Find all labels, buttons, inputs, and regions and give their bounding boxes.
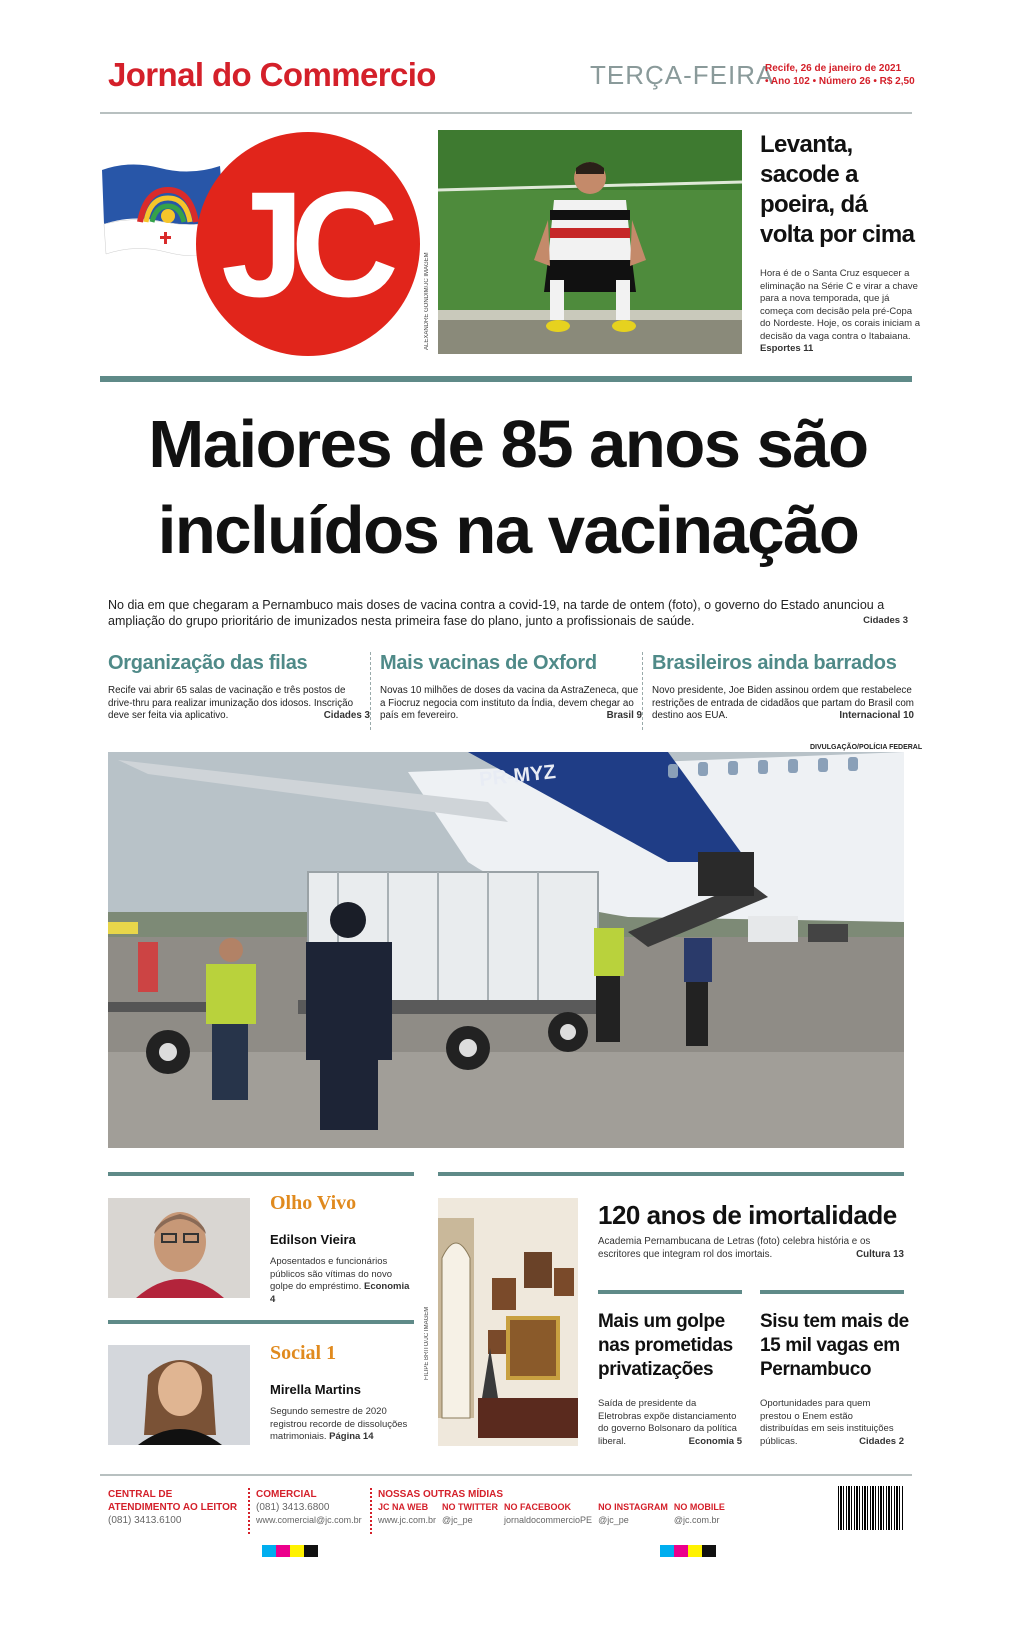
airport-vaccine-photo	[108, 752, 904, 1148]
section-bar	[438, 1172, 904, 1176]
sub-story-text: Recife vai abrir 65 salas de vacinação e três postos de drive-thru para realizar imunização dos idosos. Inscrição deve ser feita via aplicativo.	[108, 685, 354, 721]
column-teaser	[270, 1406, 410, 1444]
top-teaser-body	[760, 268, 920, 356]
top-teaser-section: Esportes 11	[760, 343, 814, 354]
black-mark	[702, 1545, 716, 1557]
column-divider	[642, 652, 643, 730]
cyan-mark	[660, 1545, 674, 1557]
comercial-email[interactable]: www.comercial@jc.com.br	[256, 1515, 362, 1525]
midias-title: NOSSAS OUTRAS MÍDIAS	[378, 1489, 504, 1500]
culture-section: Cultura 13	[856, 1248, 904, 1260]
story-text: Oportunidades para quem prestou o Enem estão distribuídas em seis instituições públicas.	[760, 1398, 894, 1447]
column-section: Economia 4	[270, 1281, 410, 1305]
story-text: Saída de presidente da Eletrobras expõe distanciamento do governo Bolsonaro da política liberal.	[598, 1398, 737, 1447]
story-body	[760, 1398, 904, 1448]
footer-divider	[100, 1474, 912, 1476]
column-title-olho-vivo: Olho Vivo	[270, 1192, 357, 1214]
main-headline-line1: Maiores de 85 anos são	[148, 407, 868, 482]
main-top-bar	[100, 376, 912, 382]
columnist-name: Edilson Vieira	[270, 1232, 356, 1247]
footer-separator	[248, 1488, 250, 1534]
jc-logo-text: JC	[221, 159, 385, 328]
footer	[108, 1482, 904, 1542]
midia-value: www.jc.com.br	[378, 1515, 437, 1525]
sub-story-barrados	[652, 652, 914, 723]
midia-value: jornaldocommercioPE	[504, 1515, 593, 1525]
comercial-phone: (081) 3413.6800	[256, 1502, 330, 1513]
yellow-mark	[688, 1545, 702, 1557]
main-headline-line2: incluídos na vacinação	[157, 493, 859, 568]
columnist-name: Mirella Martins	[270, 1382, 362, 1397]
column-section: Página 14	[329, 1431, 374, 1442]
academy-interior-photo	[438, 1198, 578, 1446]
footer-separator	[370, 1488, 372, 1534]
main-lead	[108, 597, 908, 629]
section-bar	[598, 1290, 742, 1294]
sub-story-headline: Brasileiros ainda barrados	[652, 652, 897, 674]
sub-story-section: Cidades 3	[323, 710, 370, 721]
midias-list	[378, 1501, 838, 1527]
sub-story-body	[380, 685, 642, 723]
central-title: CENTRAL DE ATENDIMENTO AO LEITOR	[108, 1489, 238, 1513]
culture-headline: 120 anos de imortalidade	[598, 1200, 897, 1230]
soccer-player-photo	[438, 130, 742, 354]
culture-text: Academia Pernambucana de Letras (foto) celebra história e os escritores que integram rol dos imortais.	[598, 1236, 871, 1260]
section-bar	[108, 1320, 414, 1324]
midia-label: NO FACEBOOK	[504, 1502, 572, 1512]
midia-label: NO TWITTER	[442, 1502, 499, 1512]
masthead-divider	[100, 112, 912, 114]
sub-story-filas	[108, 652, 370, 723]
column-title-social: Social 1	[270, 1342, 337, 1364]
story-body	[598, 1398, 742, 1448]
midia-value: @jc.com.br	[673, 1515, 720, 1525]
cmyk-registration-marks	[262, 1545, 318, 1557]
sub-story-oxford	[380, 652, 642, 723]
section-bar	[760, 1290, 904, 1294]
section-bar	[108, 1172, 414, 1176]
cyan-mark	[262, 1545, 276, 1557]
story-section: Economia 5	[688, 1435, 742, 1447]
midia-item[interactable]	[378, 1501, 436, 1527]
midia-item[interactable]	[442, 1501, 498, 1527]
column-divider	[370, 652, 371, 730]
sub-story-text: Novo presidente, Joe Biden assinou ordem que restabelece restrições de entrada de cidadãos que partam do Brasil com destino aos EUA.	[652, 685, 914, 721]
plane-registration: PR-MYZ	[478, 761, 557, 791]
main-lead-section: Cidades 3	[863, 615, 908, 626]
columnist-photo-edilson	[108, 1198, 250, 1298]
central-phone: (081) 3413.6100	[108, 1515, 182, 1526]
comercial-title: COMERCIAL	[256, 1489, 317, 1500]
sub-story-section: Brasil 9	[606, 710, 642, 721]
midia-label: NO INSTAGRAM	[598, 1502, 668, 1512]
midia-value: @jc_pe	[598, 1515, 629, 1525]
footer-comercial	[256, 1488, 366, 1527]
columnist-photo-mirella	[108, 1345, 250, 1445]
main-lead-text: No dia em que chegaram a Pernambuco mais doses de vacina contra a covid-19, na tarde de ontem (foto), o governo do Estado anunciou a ampliação do grupo prioritário de imunizados nesta primeira fase do plano, junto a profissionais de saúde.	[108, 598, 885, 628]
main-headline	[108, 402, 908, 574]
paper-name: Jornal do Commercio	[108, 56, 436, 93]
magenta-mark	[276, 1545, 290, 1557]
sub-story-body	[108, 685, 370, 723]
story-headline-privatizacoes: Mais um golpe nas prometidas privatizações	[598, 1311, 733, 1380]
midia-label: JC NA WEB	[378, 1502, 429, 1512]
barcode-icon	[838, 1486, 904, 1530]
weekday: TERÇA-FEIRA	[590, 60, 775, 90]
midia-value: @jc_pe	[442, 1515, 473, 1525]
dateline	[765, 62, 915, 88]
magenta-mark	[674, 1545, 688, 1557]
footer-central	[108, 1488, 238, 1527]
main-photo-credit: DIVULGAÇÃO/POLÍCIA FEDERAL	[810, 744, 923, 751]
sub-story-text: Novas 10 milhões de doses da vacina da AstraZeneca, que a Fiocruz negocia com instituto da Índia, devem chegar ao país em fevereiro.	[380, 685, 639, 721]
cmyk-registration-marks	[660, 1545, 716, 1557]
yellow-mark	[290, 1545, 304, 1557]
column-teaser-text: Segundo semestre de 2020 registrou recorde de dissoluções matrimoniais.	[270, 1406, 408, 1442]
midia-item[interactable]	[674, 1501, 725, 1527]
issue-info: • Ano 102 • Número 26 • R$ 2,50	[765, 76, 915, 87]
footer-midias	[378, 1488, 838, 1527]
culture-body	[598, 1236, 904, 1261]
museum-photo-credit: FILIPE BRITO/JC IMAGEM	[424, 1306, 430, 1380]
soccer-photo-credit: ALEXANDRE GONDIM/JC IMAGEM	[424, 252, 430, 350]
top-teaser-text: Hora é de o Santa Cruz esquecer a eliminação na Série C e virar a chave para a nova temporada, que já começa com decisão pela pré-Copa do Nordeste. Hoje, os corais iniciam a decisão da vaga contra o Itabaiana.	[760, 268, 920, 342]
sub-story-body	[652, 685, 914, 723]
midia-item[interactable]	[598, 1501, 668, 1527]
sub-story-headline: Organização das filas	[108, 652, 308, 674]
column-teaser	[270, 1256, 410, 1306]
sub-story-section: Internacional 10	[839, 710, 914, 721]
date: Recife, 26 de janeiro de 2021	[765, 63, 902, 74]
midia-item[interactable]	[504, 1501, 592, 1527]
sub-story-headline: Mais vacinas de Oxford	[380, 652, 597, 674]
column-teaser-text: Aposentados e funcionários públicos são vítimas do novo golpe do empréstimo.	[270, 1256, 392, 1292]
top-teaser-headline: Levanta, sacode a poeira, dá volta por cima	[760, 131, 915, 248]
black-mark	[304, 1545, 318, 1557]
story-section: Cidades 2	[859, 1435, 904, 1447]
story-headline-sisu: Sisu tem mais de 15 mil vagas em Pernambuco	[760, 1311, 909, 1380]
midia-label: NO MOBILE	[673, 1502, 725, 1512]
